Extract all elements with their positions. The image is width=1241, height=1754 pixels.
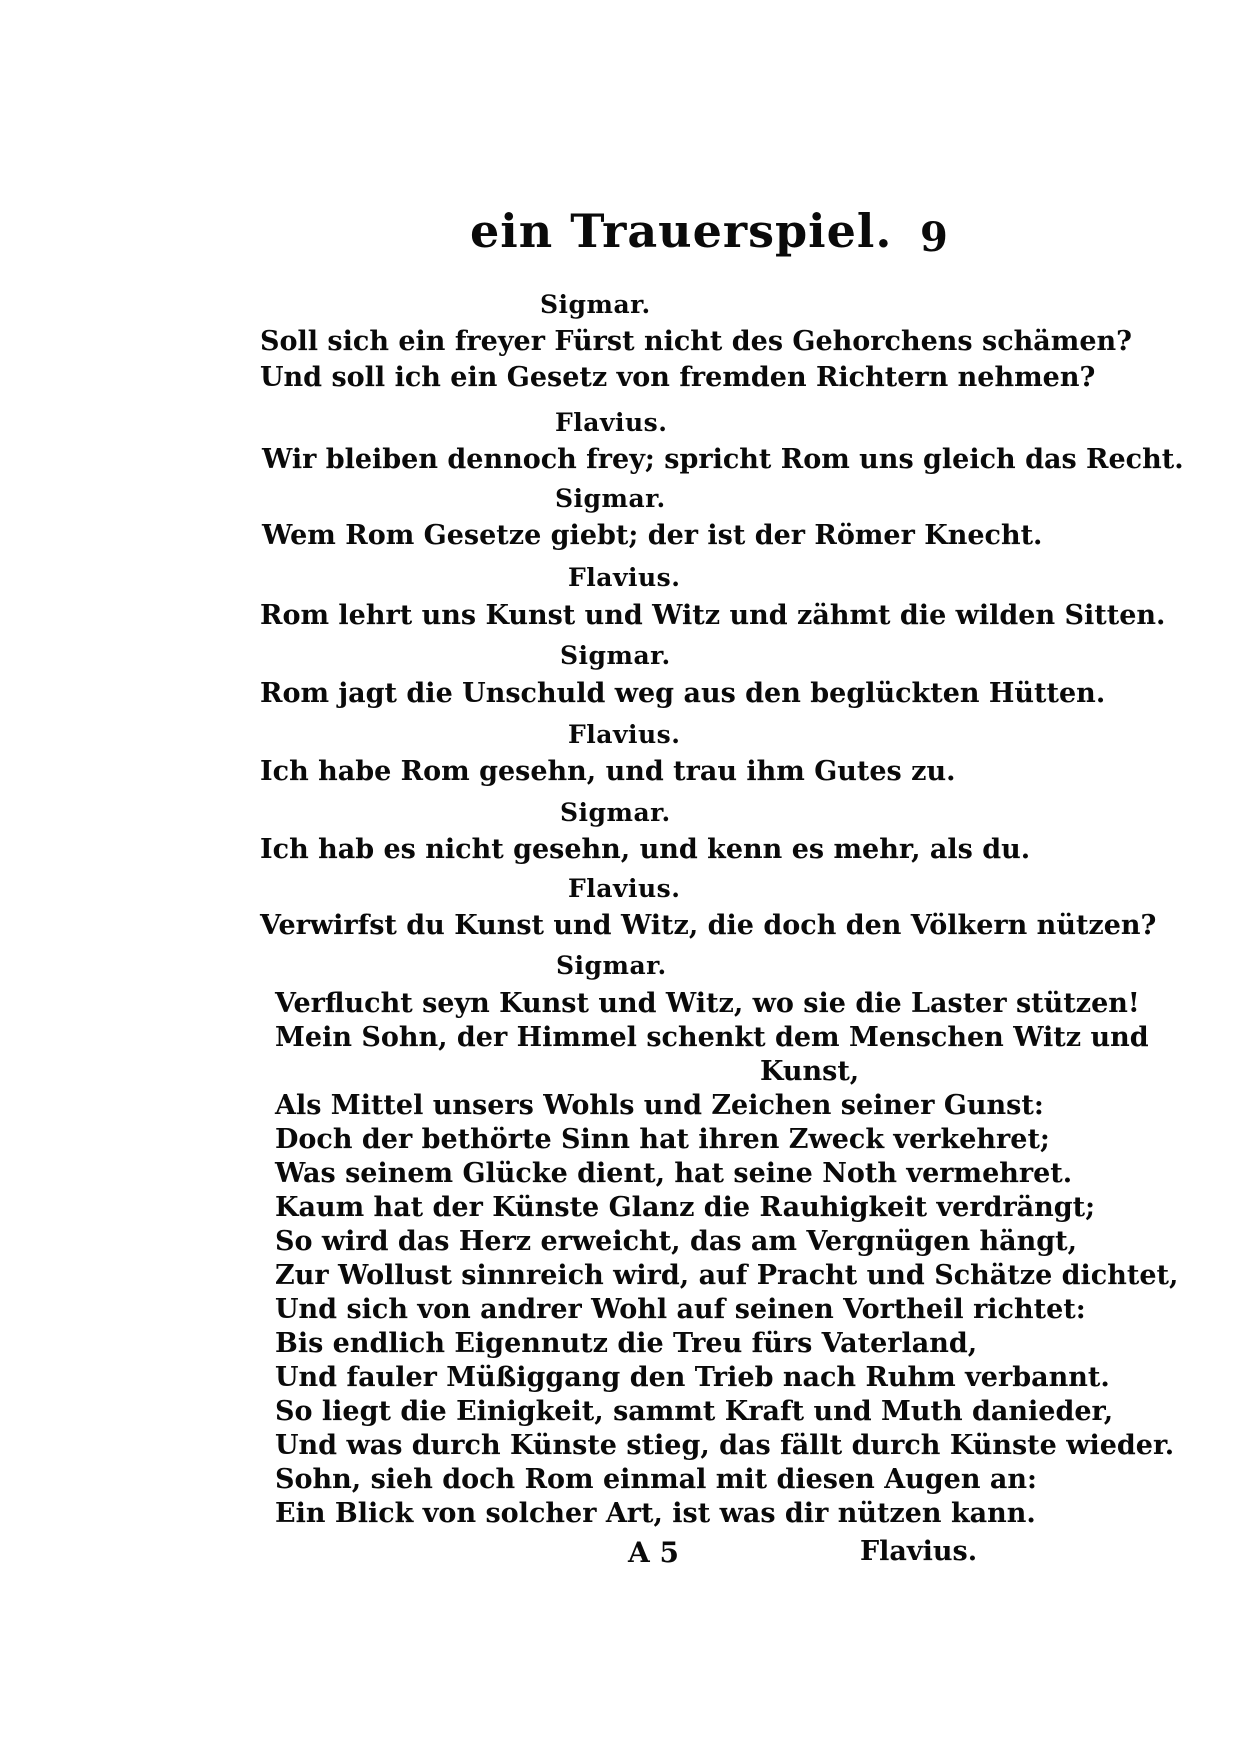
speaker-name: Sigmar. bbox=[556, 951, 667, 980]
verse-line: Rom lehrt uns Kunst und Witz und zähmt die wilden Sitten. bbox=[260, 600, 1166, 631]
verse-line-turnover: Kunst, bbox=[760, 1056, 860, 1087]
verse-line: Ich hab es nicht gesehn, und kenn es mehr, als du. bbox=[260, 834, 1031, 865]
verse-line: Und sich von andrer Wohl auf seinen Vortheil richtet: bbox=[275, 1294, 1086, 1325]
verse-line: Bis endlich Eigennutz die Treu fürs Vaterland, bbox=[275, 1328, 978, 1359]
verse-line: Kaum hat der Künste Glanz die Rauhigkeit verdrängt; bbox=[275, 1192, 1096, 1223]
verse-line: Ein Blick von solcher Art, ist was dir nützen kann. bbox=[275, 1498, 1036, 1529]
verse-line: So liegt die Einigkeit, sammt Kraft und Muth danieder, bbox=[275, 1396, 1114, 1427]
verse-line: Wir bleiben dennoch frey; spricht Rom uns gleich das Recht. bbox=[262, 444, 1184, 475]
verse-line: Soll sich ein freyer Fürst nicht des Gehorchens schämen? bbox=[260, 326, 1132, 357]
speaker-name: Sigmar. bbox=[560, 798, 671, 827]
speaker-name: Sigmar. bbox=[540, 290, 651, 319]
page-number: 9 bbox=[920, 214, 948, 261]
signature-mark: A 5 bbox=[628, 1536, 679, 1569]
speaker-name: Flavius. bbox=[568, 720, 681, 749]
verse-line: Sohn, sieh doch Rom einmal mit diesen Augen an: bbox=[275, 1464, 1037, 1495]
verse-line: Ich habe Rom gesehn, und trau ihm Gutes zu. bbox=[260, 756, 956, 787]
speaker-name: Flavius. bbox=[555, 408, 668, 437]
verse-line: Verwirfst du Kunst und Witz, die doch den Völkern nützen? bbox=[260, 910, 1157, 941]
verse-line: Rom jagt die Unschuld weg aus den beglückten Hütten. bbox=[260, 678, 1106, 709]
verse-line: So wird das Herz erweicht, das am Vergnügen hängt, bbox=[275, 1226, 1077, 1257]
verse-line: Zur Wollust sinnreich wird, auf Pracht und Schätze dichtet, bbox=[275, 1260, 1179, 1291]
catchword: Flavius. bbox=[860, 1536, 978, 1567]
verse-line: Verflucht seyn Kunst und Witz, wo sie die Laster stützen! bbox=[275, 988, 1140, 1019]
verse-line: Wem Rom Gesetze giebt; der ist der Römer Knecht. bbox=[262, 520, 1043, 551]
speaker-name: Flavius. bbox=[568, 874, 681, 903]
verse-line: Und was durch Künste stieg, das fällt durch Künste wieder. bbox=[275, 1430, 1175, 1461]
verse-line: Und fauler Müßiggang den Trieb nach Ruhm verbannt. bbox=[275, 1362, 1110, 1393]
verse-line: Doch der bethörte Sinn hat ihren Zweck verkehret; bbox=[275, 1124, 1050, 1155]
speaker-name: Sigmar. bbox=[555, 484, 666, 513]
running-title: ein Trauerspiel. bbox=[470, 204, 893, 258]
speaker-name: Sigmar. bbox=[560, 641, 671, 670]
verse-line: Was seinem Glücke dient, hat seine Noth vermehret. bbox=[275, 1158, 1073, 1189]
speaker-name: Flavius. bbox=[568, 563, 681, 592]
verse-line: Mein Sohn, der Himmel schenkt dem Menschen Witz und bbox=[275, 1022, 1149, 1053]
verse-line: Und soll ich ein Gesetz von fremden Richtern nehmen? bbox=[260, 362, 1096, 393]
verse-line: Als Mittel unsers Wohls und Zeichen seiner Gunst: bbox=[275, 1090, 1044, 1121]
